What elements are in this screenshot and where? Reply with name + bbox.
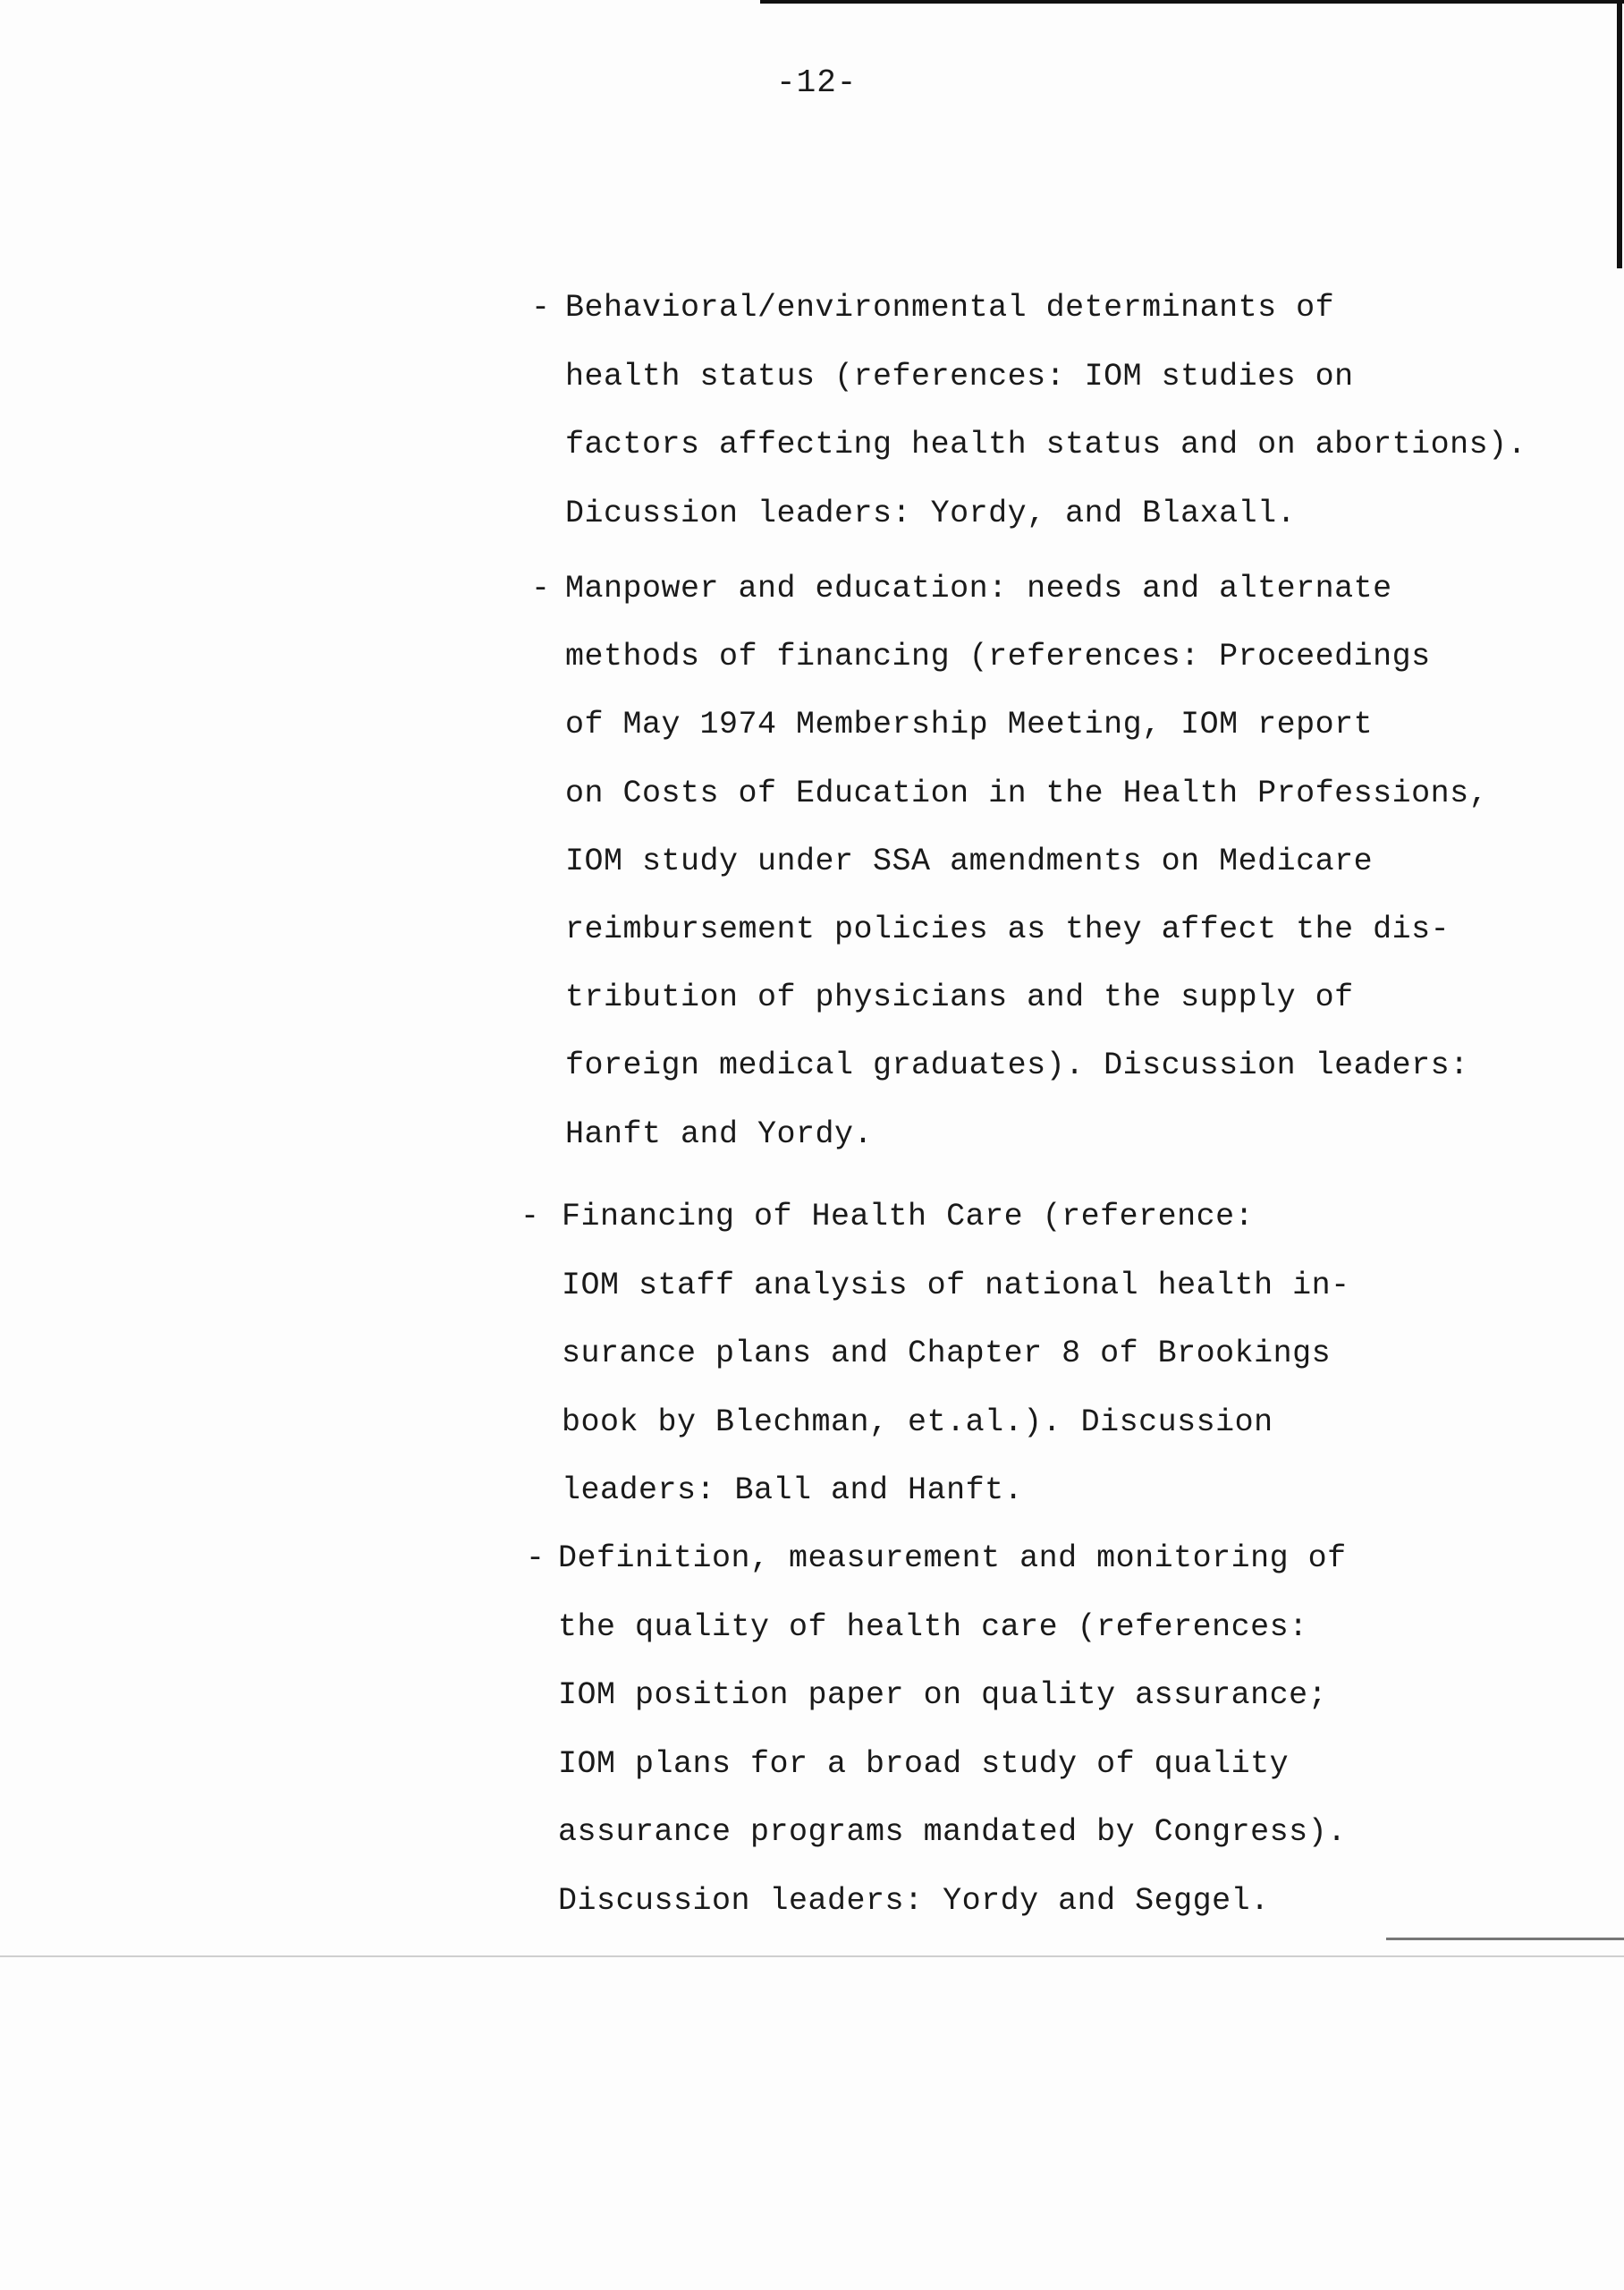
list-item-manpower xyxy=(565,555,1488,1168)
text-line: the quality of health care (references: xyxy=(558,1608,1308,1645)
text-line: IOM position paper on quality assurance; xyxy=(558,1677,1328,1713)
scan-edge-right xyxy=(1617,0,1622,268)
text-line: reimbursement policies as they affect the dis- xyxy=(565,911,1451,947)
text-line: book by Blechman, et.al.). Discussion xyxy=(562,1404,1273,1440)
bullet-dash: - xyxy=(531,571,551,606)
text-line: on Costs of Education in the Health Professions, xyxy=(565,775,1489,811)
text-line: leaders: Ball and Hanft. xyxy=(562,1472,1024,1508)
text-line: Discussion leaders: Yordy and Seggel. xyxy=(558,1882,1270,1919)
list-item-quality xyxy=(558,1524,1347,1935)
text-line: methods of financing (references: Proceedings xyxy=(565,639,1431,675)
text-line: Dicussion leaders: Yordy, and Blaxall. xyxy=(565,495,1297,531)
text-line: of May 1974 Membership Meeting, IOM report xyxy=(565,707,1374,743)
text-line: tribution of physicians and the supply of xyxy=(565,980,1354,1016)
list-item-behavioral xyxy=(565,274,1527,547)
bullet-dash: - xyxy=(526,1540,546,1576)
scan-edge-top xyxy=(760,0,1624,4)
text-line: surance plans and Chapter 8 of Brookings xyxy=(562,1336,1332,1371)
scan-edge-bottom xyxy=(0,1955,1624,1957)
text-line: Hanft and Yordy. xyxy=(565,1115,874,1152)
text-line: Financing of Health Care (reference: xyxy=(562,1199,1255,1234)
text-line: IOM staff analysis of national health in- xyxy=(562,1267,1350,1303)
text-line: IOM study under SSA amendments on Medicare xyxy=(565,843,1374,879)
text-line: assurance programs mandated by Congress). xyxy=(558,1814,1347,1850)
text-line: IOM plans for a broad study of quality xyxy=(558,1745,1290,1782)
bullet-dash: - xyxy=(531,290,551,326)
page-number: -12- xyxy=(776,64,858,101)
text-line: health status (references: IOM studies on xyxy=(565,358,1354,394)
text-line: factors affecting health status and on abortions). xyxy=(565,427,1527,462)
text-line: Behavioral/environmental determinants of xyxy=(565,290,1335,326)
text-line: Definition, measurement and monitoring of xyxy=(558,1540,1347,1576)
bullet-dash: - xyxy=(520,1199,540,1234)
scan-edge-bottom-dark xyxy=(1386,1938,1624,1940)
list-item-financing xyxy=(562,1183,1350,1525)
text-line: foreign medical graduates). Discussion leaders: xyxy=(565,1047,1469,1084)
text-line: Manpower and education: needs and alternate xyxy=(565,571,1392,606)
